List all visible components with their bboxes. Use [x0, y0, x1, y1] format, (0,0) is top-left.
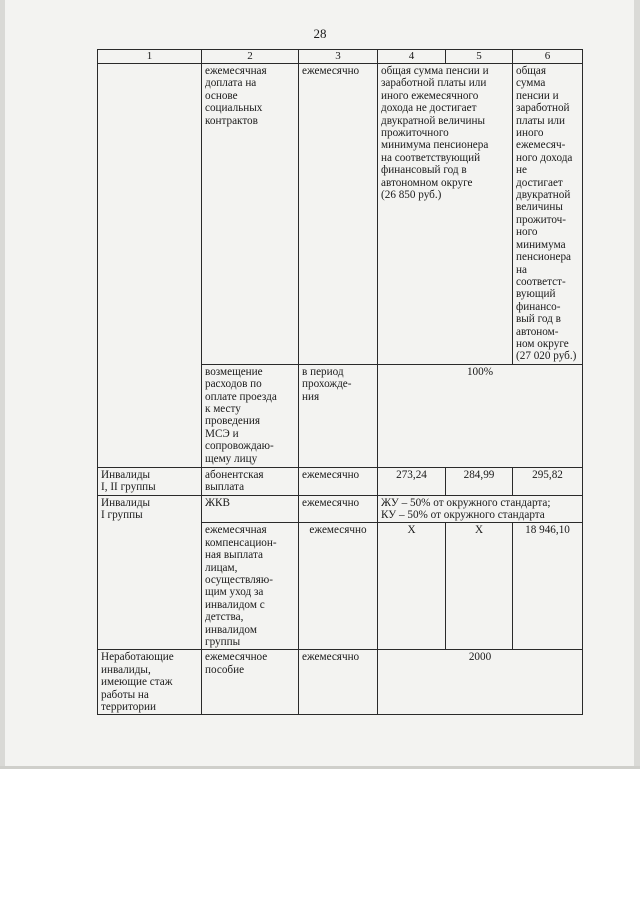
period-cell: ежемесячно — [299, 467, 378, 495]
measure-cell: возмещение расходов по оплате проезда к месту проведения МСЭ и сопровождаю- щему лицу — [202, 364, 299, 467]
scan-edge-left — [0, 0, 5, 768]
period-cell: ежемесячно — [299, 523, 378, 650]
value-cell: Х — [446, 523, 513, 650]
header-cell: 3 — [299, 50, 378, 64]
measure-cell: ежемесячное пособие — [202, 650, 299, 715]
value-cell: Х — [378, 523, 446, 650]
category-cell: Инвалиды I, II группы — [98, 467, 202, 495]
measure-cell: ежемесячная компенсацион- ная выплата лицам, осуществляю- щим уход за инвалидом с детства, инвалидом группы — [202, 523, 299, 650]
header-cell: 1 — [98, 50, 202, 64]
scan-edge-bottom — [0, 766, 640, 769]
table-row — [98, 467, 583, 495]
table-header-row — [98, 50, 583, 64]
value-cell: 295,82 — [513, 467, 583, 495]
category-cell: Инвалиды I группы — [98, 495, 202, 650]
condition-cell: общая сумма пенсии и заработной платы или иного ежемесяч- ного дохода не достигает двукратной величины прожиточ- ного минимума пенсионера на соответст- вующий финансо- вый год в автоном- ном округе (27 020 руб.) — [513, 64, 583, 365]
measure-cell: ЖКВ — [202, 495, 299, 523]
measure-cell: ежемесячная доплата на основе социальных контрактов — [202, 64, 299, 365]
condition-cell: общая сумма пенсии и заработной платы или иного ежемесячного дохода не достигает двукратной величины прожиточного минимума пенсионера на соответствующий финансовый год в автономном округе (26 850 руб.) — [378, 64, 513, 365]
table-row — [98, 495, 583, 523]
value-cell: 100% — [378, 364, 583, 467]
category-cell: Неработающие инвалиды, имеющие стаж работы на территории — [98, 650, 202, 715]
benefits-table — [97, 49, 583, 715]
period-cell: ежемесячно — [299, 650, 378, 715]
value-cell: 273,24 — [378, 467, 446, 495]
measure-cell: абонентская выплата — [202, 467, 299, 495]
period-cell: ежемесячно — [299, 495, 378, 523]
table-row — [98, 650, 583, 715]
header-cell: 5 — [446, 50, 513, 64]
value-cell: ЖУ – 50% от окружного стандарта; КУ – 50% от окружного стандарта — [378, 495, 583, 523]
header-cell: 4 — [378, 50, 446, 64]
scan-edge-right — [634, 0, 640, 768]
period-cell: в период прохожде- ния — [299, 364, 378, 467]
table-row — [98, 64, 583, 365]
value-cell: 18 946,10 — [513, 523, 583, 650]
value-cell: 284,99 — [446, 467, 513, 495]
header-cell: 6 — [513, 50, 583, 64]
header-cell: 2 — [202, 50, 299, 64]
category-cell — [98, 64, 202, 468]
page-number: 28 — [313, 26, 327, 41]
value-cell: 2000 — [378, 650, 583, 715]
period-cell: ежемесячно — [299, 64, 378, 365]
